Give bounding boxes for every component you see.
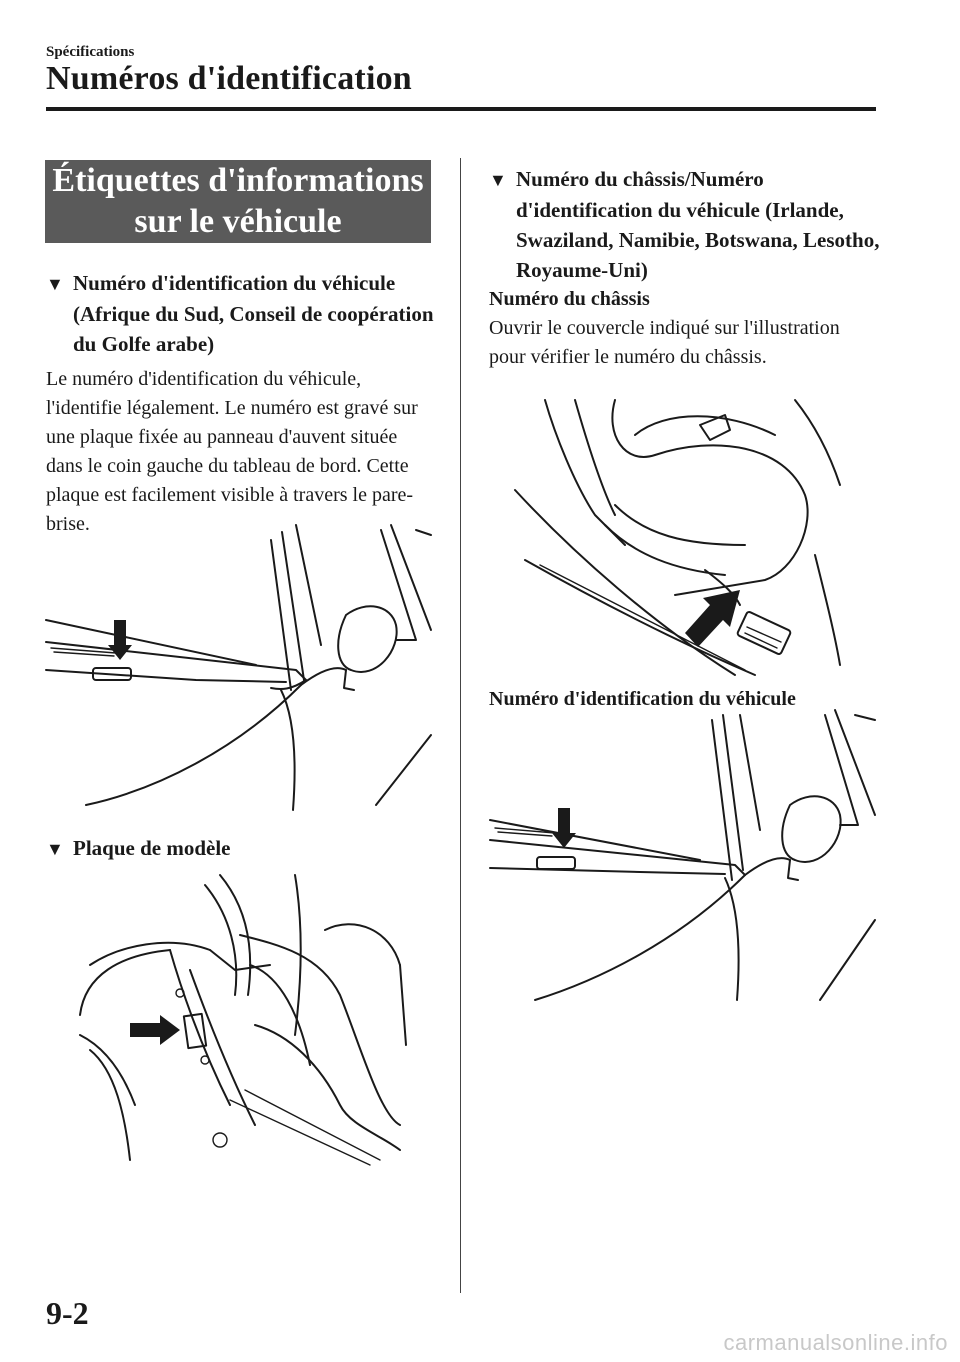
arrow-icon [685,590,740,647]
dashboard-vin-illustration [46,520,436,820]
column-divider [460,158,461,1293]
arrow-icon [130,1015,180,1045]
page-number: 9-2 [46,1295,89,1331]
chassis-heading-block [489,164,889,285]
page-title: Numéros d'identification [46,60,412,97]
vin-description-block [46,365,438,539]
dashboard-vin-illustration-right [490,710,880,1010]
chassis-label: Numéro du châssis [489,288,650,310]
chassis-description: Ouvrir le couvercle indiqué sur l'illustration pour vérifier le numéro du châssis. [489,317,840,368]
plate-heading: ▼ Plaque de modèle [46,833,446,864]
section-label: Spécifications [46,44,135,60]
vin-label: Numéro d'identification du véhicule [489,688,796,710]
vin-heading-block [46,268,446,359]
triangle-down-icon: ▼ [489,170,507,190]
chassis-block [489,285,869,372]
banner-line-2: sur le véhicule [134,203,342,240]
chassis-heading: ▼ Numéro du châssis/Numéro d'identification du véhicule (Irlande, Swaziland, Namibie, Botswana, Lesotho, Royaume-Uni) [489,167,880,282]
section-banner [45,160,431,243]
plate-heading-block [46,833,446,864]
banner-line-1: Étiquettes d'informations [52,162,424,199]
vin-heading: ▼ Numéro d'identification du véhicule (Afrique du Sud, Conseil de coopération du Golfe arabe) [46,271,434,356]
arrow-icon [552,808,576,848]
triangle-down-icon: ▼ [46,839,64,859]
triangle-down-icon: ▼ [46,274,64,294]
vin-description: Le numéro d'identification du véhicule, l'identifie légalement. Le numéro est gravé sur une plaque fixée au panneau d'auvent située dans le coin gauche du tableau de bord. Cette plaque est facilement visible à travers le pare-brise. [46,368,418,535]
watermark: carmanualsonline.info [723,1330,948,1355]
arrow-icon [108,620,132,660]
title-rule [46,107,876,111]
model-plate-illustration [80,875,410,1165]
chassis-cover-illustration [515,395,845,675]
